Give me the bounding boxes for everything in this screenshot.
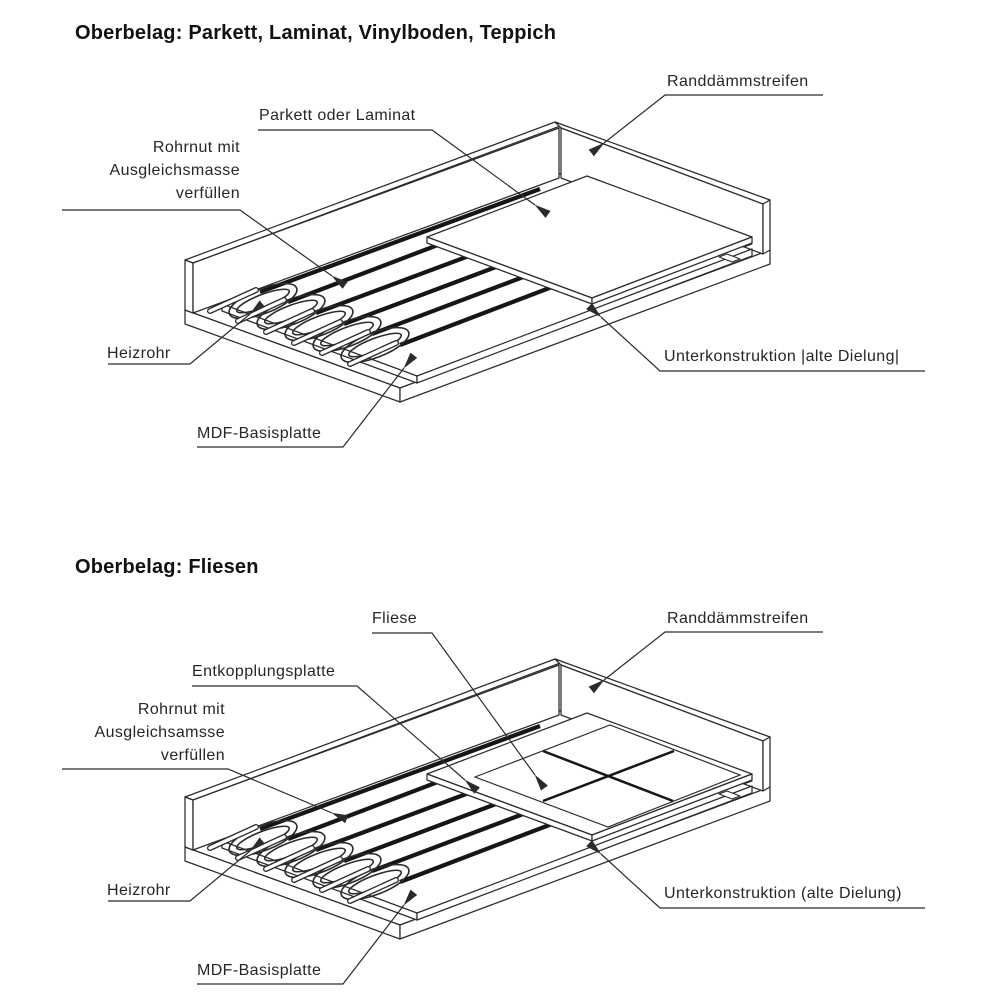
label-edge-insulation-strip-1: Randdämmstreifen (667, 73, 809, 90)
label-pipe-groove-2-line2: Ausgleichsamsse (94, 724, 225, 741)
diagram2-title: Oberbelag: Fliesen (75, 556, 259, 578)
label-parquet-laminate: Parkett oder Laminat (259, 107, 416, 124)
label-pipe-groove-1-line2: Ausgleichsmasse (109, 162, 240, 179)
label-pipe-groove-2 (45, 698, 225, 767)
label-pipe-groove-1 (60, 136, 240, 205)
label-edge-insulation-strip-2: Randdämmstreifen (667, 610, 809, 627)
label-mdf-base-plate-2: MDF-Basisplatte (197, 962, 322, 979)
label-heating-pipe-1: Heizrohr (107, 345, 171, 362)
diagram2-drawing (62, 632, 925, 984)
label-tile: Fliese (372, 610, 418, 627)
label-substructure-2: Unterkonstruktion (alte Dielung) (664, 885, 902, 902)
label-heating-pipe-2: Heizrohr (107, 882, 171, 899)
label-pipe-groove-1-line3: verfüllen (175, 185, 240, 202)
label-pipe-groove-2-line1: Rohrnut mit (137, 701, 225, 718)
label-substructure-1: Unterkonstruktion |alte Dielung| (664, 348, 900, 365)
diagram1-title: Oberbelag: Parkett, Laminat, Vinylboden, Teppich (75, 22, 557, 44)
label-mdf-base-plate-1: MDF-Basisplatte (197, 425, 322, 442)
label-pipe-groove-2-line3: verfüllen (160, 747, 225, 764)
label-pipe-groove-1-line1: Rohrnut mit (152, 139, 240, 156)
label-decoupling-plate: Entkopplungsplatte (192, 663, 336, 680)
